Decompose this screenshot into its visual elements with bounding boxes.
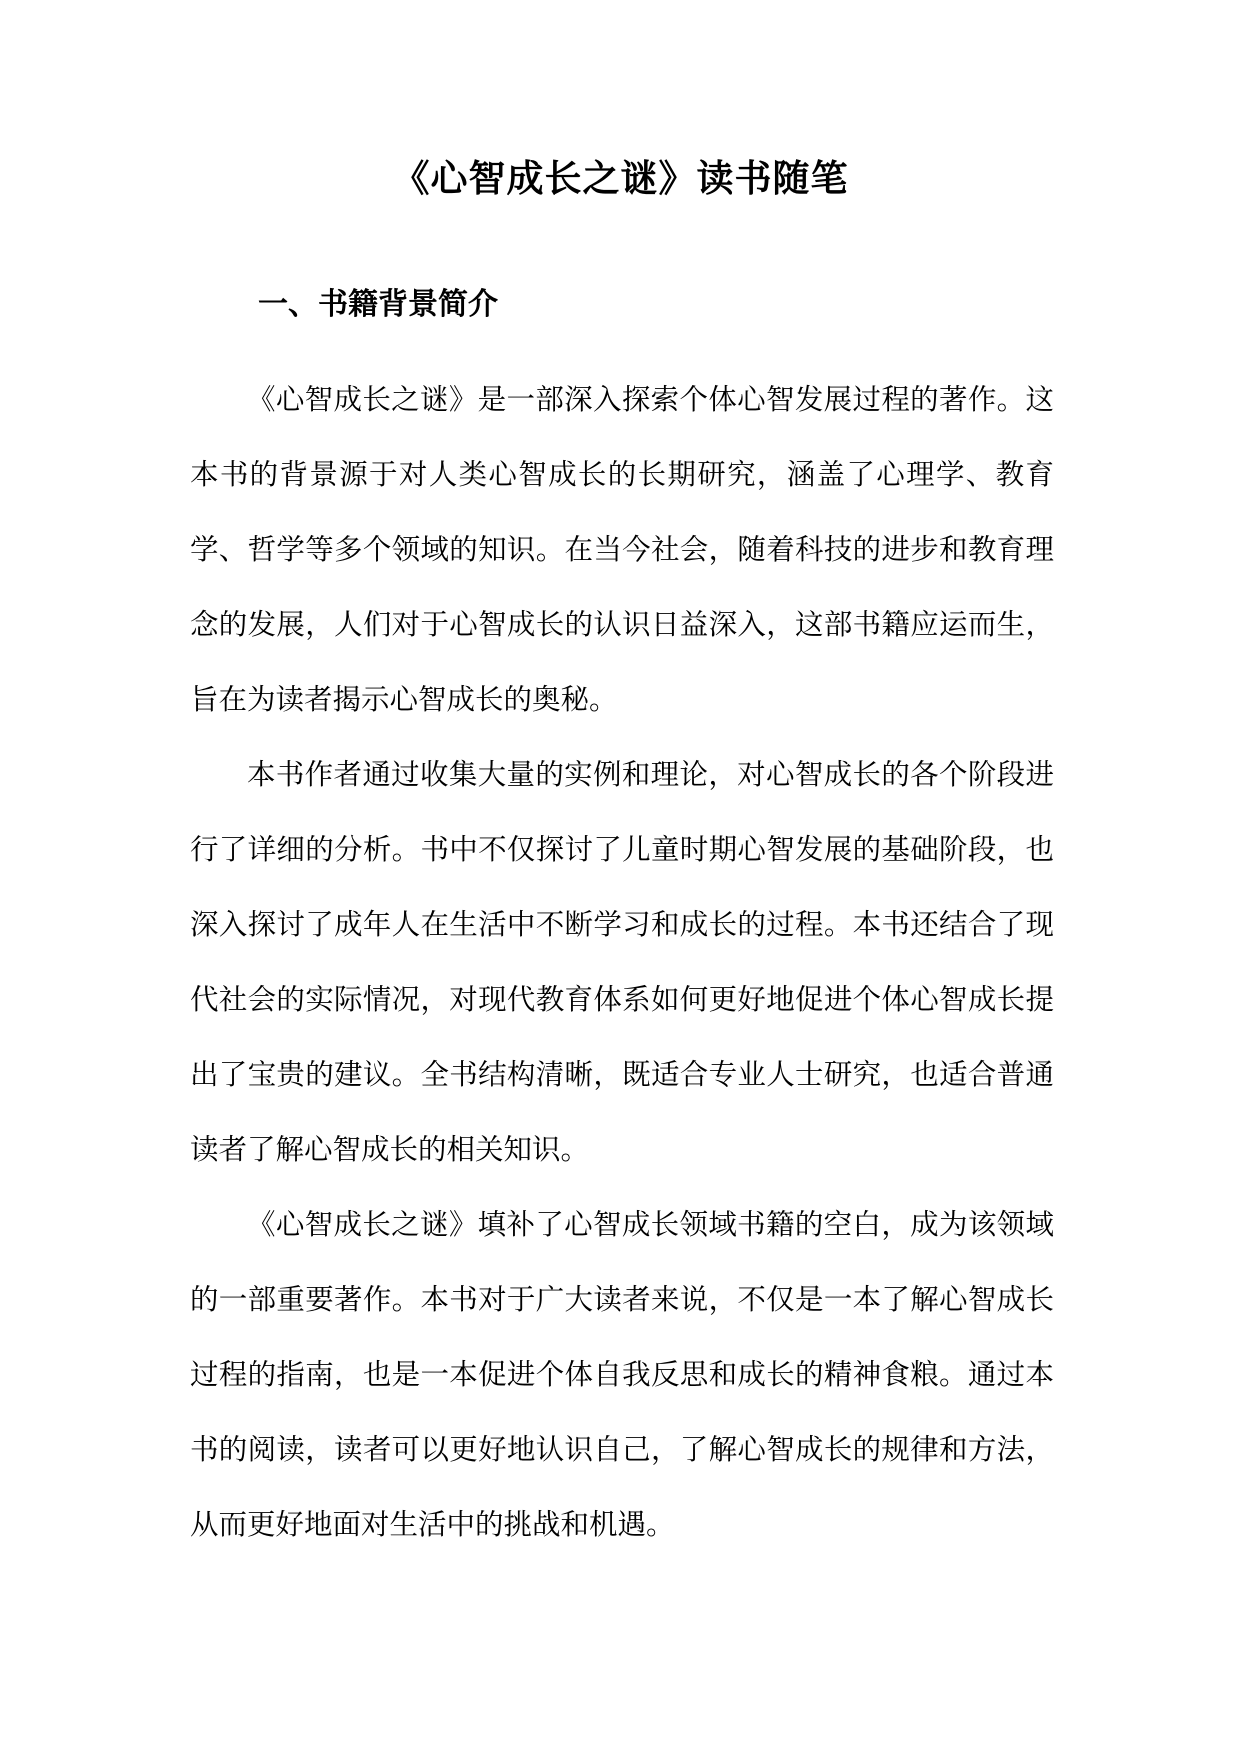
paragraph-3: 《心智成长之谜》填补了心智成长领域书籍的空白，成为该领域的一部重要著作。本书对于广大读者来说，不仅是一本了解心智成长过程的指南，也是一本促进个体自我反思和成长的精神食粮。通过本书的阅读，读者可以更好地认识自己，了解心智成长的规律和方法，从而更好地面对生活中的挑战和机遇。 [190,1208,1054,1541]
paragraph-2: 本书作者通过收集大量的实例和理论，对心智成长的各个阶段进行了详细的分析。书中不仅探讨了儿童时期心智发展的基础阶段，也深入探讨了成年人在生活中不断学习和成长的过程。本书还结合了现代社会的实际情况，对现代教育体系如何更好地促进个体心智成长提出了宝贵的建议。全书结构清晰，既适合专业人士研究，也适合普通读者了解心智成长的相关知识。 [190,758,1054,1166]
document-title: 《心智成长之谜》读书随笔 [392,156,849,200]
paragraph-1: 《心智成长之谜》是一部深入探索个体心智发展过程的著作。这本书的背景源于对人类心智成长的长期研究，涵盖了心理学、教育学、哲学等多个领域的知识。在当今社会，随着科技的进步和教育理念的发展，人们对于心智成长的认识日益深入，这部书籍应运而生，旨在为读者揭示心智成长的奥秘。 [190,383,1054,716]
section-body [190,362,1054,1562]
section-heading: 一、书籍背景简介 [258,287,498,322]
